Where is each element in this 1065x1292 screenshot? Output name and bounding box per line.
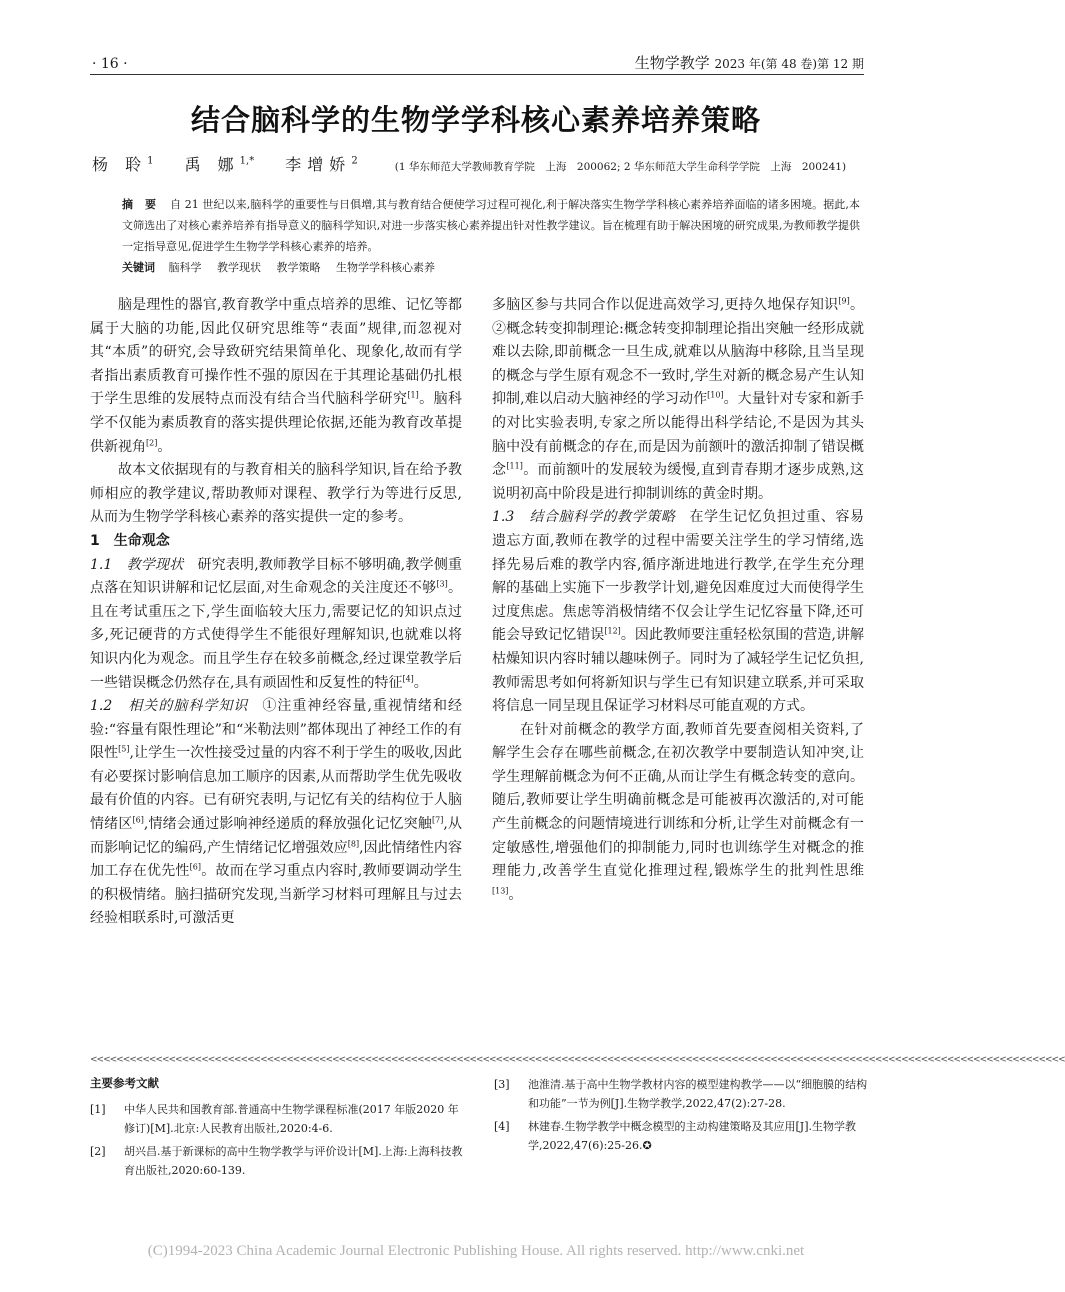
abstract-label: 摘 要: [122, 198, 161, 211]
paragraph: 1.2 相关的脑科学知识 ①注重神经容量,重视情绪和经验:“容量有限性理论”和“米勒法则”都体现出了神经工作的有限性[5],让学生一次性接受过量的内容不利于学生的吸收,因此有必要探讨影响信息加工顺序的因素,从而帮助学生优先吸收最有价值的内容。已有研究表明,与记忆有关的结构位于人脑情绪区[6],情绪会通过影响神经递质的释放强化记忆突触[7],从而影响记忆的编码,产生情绪记忆增强效应[8],因此情绪性内容加工存在优先性[6]。故而在学习重点内容时,教师要调动学生的积极情绪。脑扫描研究发现,当新学习材料可理解且与过去经验相联系时,可激活更: [90, 698, 463, 927]
subsection-heading: 1.1 教学现状: [90, 556, 184, 573]
keyword: 脑科学: [168, 261, 202, 274]
citation: [10]: [707, 390, 724, 400]
abstract-text: 自 21 世纪以来,脑科学的重要性与日俱增,其与教育结合便使学习过程可视化,利于解决落实生物学学科核心素养培养面临的诸多困境。据此,本文筛选出了对核心素养培养有指导意义的脑科学知识,对进一步落实核心素养提出针对性教学建议。旨在梳理有助于解决困境的研究成果,为教师教学提供一定指导意见,促进学生生物学学科核心素养的培养。: [122, 198, 860, 253]
reference-item: [4] 林建春.生物学教学中概念模型的主动构建策略及其应用[J].生物学教学,2022,47(6):25-26.✪: [494, 1120, 856, 1152]
author-name: 禹 娜$^{1,*}$: [184, 155, 255, 174]
paragraph: 脑是理性的器官,教育教学中重点培养的思维、记忆等都属于大脑的功能,因此仅研究思维等“表面”规律,而忽视对其“本质”的研究,会导致研究结果简单化、现象化,故而有学者指出素质教育可操作性不强的原因在于其理论基础仍扎根于学生思维的发展特点而没有结合当代脑科学研究[1]。脑科学不仅能为素质教育的落实提供理论依据,还能为教育改革提供新视角[2]。: [90, 297, 463, 455]
keyword: 教学策略: [276, 261, 321, 274]
citation: [12]: [604, 626, 621, 636]
references-left: [90, 1100, 466, 1184]
body-column-left: [90, 294, 462, 931]
reference-item: [3] 池淮清.基于高中生物学教材内容的模型建构教学——以“细胞膜的结构和功能”一节为例[J].生物学教学,2022,47(2):27-28.: [494, 1078, 868, 1110]
paragraph: 故本文依据现有的与教育相关的脑科学知识,旨在给予教师相应的教学建议,帮助教师对课程、教学行为等进行反思,从而为生物学学科核心素养的落实提供一定的参考。: [90, 462, 462, 526]
citation: [7]: [432, 815, 444, 825]
keyword: 生物学学科核心素养: [336, 261, 435, 274]
journal-issue: 2023 年(第 48 卷)第 12 期: [714, 57, 864, 71]
citation: [11]: [506, 461, 523, 471]
citation: [4]: [402, 673, 414, 683]
citation: [9]: [838, 296, 850, 306]
citation: [6]: [132, 815, 144, 825]
author-name: 李增娇$^2$: [285, 155, 358, 174]
section-heading: 1 生命观念: [90, 532, 170, 549]
citation: [5]: [118, 744, 130, 754]
body-column-right: [492, 294, 864, 907]
abstract: [122, 194, 860, 257]
header-rule: [90, 74, 864, 75]
citation: [13]: [492, 886, 509, 896]
copyright-watermark: (C)1994-2023 China Academic Journal Electronic Publishing House. All rights reserved. http://www.cnki.net: [147, 1243, 805, 1259]
paragraph: 在针对前概念的教学方面,教师首先要查阅相关资料,了解学生会存在哪些前概念,在初次教学中要制造认知冲突,让学生理解前概念为何不正确,从而让学生有概念转变的意向。随后,教师要让学生明确前概念是可能被再次激活的,对可能产生前概念的问题情境进行训练和分析,让学生对前概念有一定敏感性,增强他们的抑制能力,同时也训练学生对概念的推理能力,改善学生直觉化推理过程,锻炼学生的批判性思维[13]。: [492, 721, 864, 903]
author-name: 杨 聆$^1$: [92, 155, 154, 174]
keywords: [122, 259, 860, 275]
page-number: · 16 ·: [92, 56, 128, 72]
references-right: [494, 1075, 870, 1159]
citation: [6]: [189, 862, 202, 872]
separator-rule: <<<<<<<<<<<<<<<<<<<<<<<<<<<<<<<<<<<<<<<<<<<<<<<<<<<<<<<<<<<<<<<<<<<<<<<<<<<<<<<<<<<<<<<<<<<<<<<<<<<<<<<<<<<<<<<<<<<<<<<<<<<<<<<<<<<<<<<<<<<<<<<<<<<<<: [90, 1055, 1065, 1065]
paragraph: 多脑区参与共同合作以促进高效学习,更持久地保存知识[9]。②概念转变抑制理论:概念转变抑制理论指出突触一经形成就难以去除,即前概念一旦生成,就难以从脑海中移除,且当呈现的概念与学生原有观念不一致时,学生对新的概念易产生认知抑制,难以启动大脑神经的学习动作[10]。大量针对专家和新手的对比实验表明,专家之所以能得出科学结论,不是因为其头脑中没有前概念的存在,而是因为前额叶的激活抑制了错误概念[11]。而前额叶的发展较为缓慢,直到青春期才逐步成熟,这说明初高中阶段是进行抑制训练的黄金时期。: [492, 296, 865, 502]
subsection-heading: 1.2 相关的脑科学知识: [90, 698, 249, 715]
reference-item: [1] 中华人民共和国教育部.普通高中生物学课程标准(2017 年版2020 年修订)[M].北京:人民教育出版社,2020:4-6.: [90, 1103, 459, 1135]
citation: [8]: [347, 839, 360, 848]
citation: [3]: [436, 579, 448, 589]
running-header: [635, 52, 864, 73]
citation: [2]: [146, 437, 158, 447]
affiliation: (1 华东师范大学教师教育学院 上海 200062; 2 华东师范大学生命科学学院 上海 200241): [394, 161, 847, 173]
paragraph: 1.3 结合脑科学的教学策略 在学生记忆负担过重、容易遗忘方面,教师在教学的过程中需要关注学生的学习情绪,选择先易后难的教学内容,循序渐进地进行教学,在学生充分理解的基础上实施下一步教学计划,避免因难度过大而使得学生过度焦虑。焦虑等消极情绪不仅会让学生记忆容量下降,还可能会导致记忆错误[12]。因此教师要注重轻松氛围的营造,讲解枯燥知识内容时辅以趣味例子。同时为了减轻学生记忆负担,教师需思考如何将新知识与学生已有知识建立联系,并可采取将信息一同呈现且保证学习材料尽可能直观的方式。: [492, 509, 865, 715]
citation: [1]: [407, 390, 419, 400]
references-heading: 主要参考文献: [90, 1076, 159, 1090]
reference-item: [2] 胡兴昌.基于新课标的高中生物学教学与评价设计[M].上海:上海科技教育出版社,2020:60-139.: [90, 1145, 463, 1177]
keywords-label: 关键词: [122, 261, 155, 274]
keyword: 教学现状: [217, 261, 261, 274]
article-title: 结合脑科学的生物学学科核心素养培养策略: [190, 103, 761, 137]
journal-name: 生物学教学: [634, 54, 710, 72]
paragraph: 1.1 教学现状 研究表明,教师教学目标不够明确,教学侧重点落在知识讲解和记忆层面,对生命观念的关注度还不够[3]。且在考试重压之下,学生面临较大压力,需要记忆的知识点过多,死记硬背的方式使得学生不能很好理解知识,也就难以将知识内化为观念。而且学生存在较多前概念,经过课堂教学后一些错误概念仍然存在,具有顽固性和反复性的特征[4]。: [90, 556, 463, 691]
subsection-heading: 1.3 结合脑科学的教学策略: [492, 509, 676, 526]
author-line: [92, 152, 882, 175]
